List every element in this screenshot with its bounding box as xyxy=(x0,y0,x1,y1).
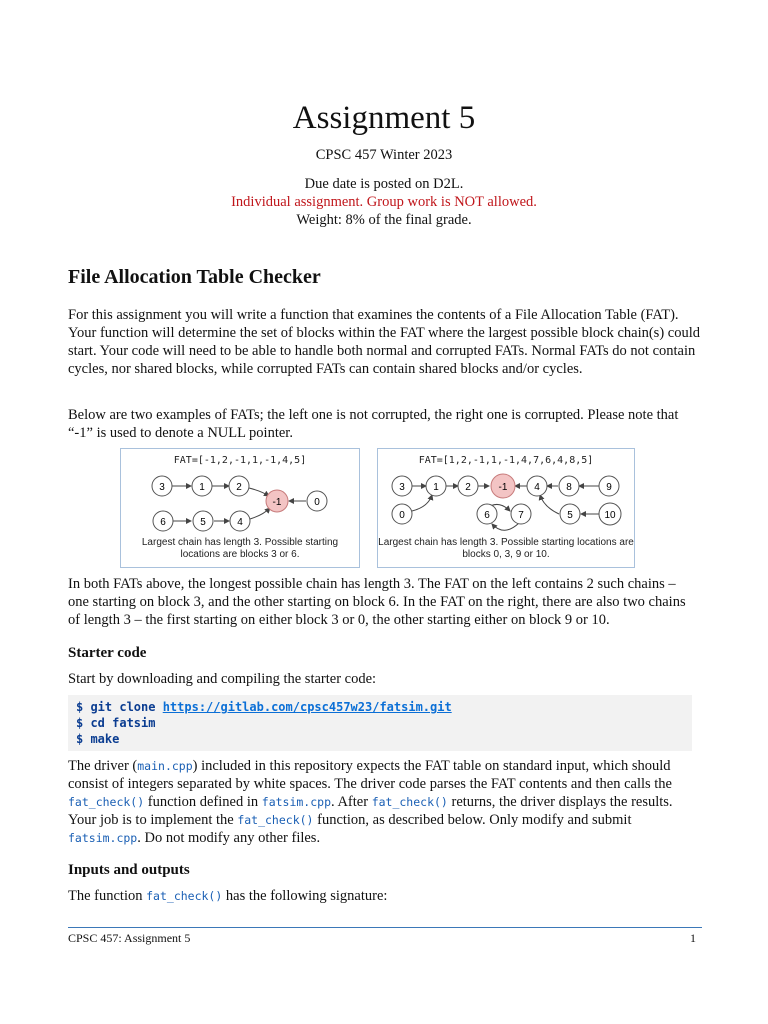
fat-figure-left xyxy=(120,448,360,568)
fat-node-label: 6 xyxy=(160,517,166,528)
inline-code: main.cpp xyxy=(137,759,193,773)
fat-node-label: 8 xyxy=(566,482,572,493)
footer-divider xyxy=(68,927,702,928)
weight-line: Weight: 8% of the final grade. xyxy=(296,212,472,228)
fat-node xyxy=(511,504,531,524)
assignment-title: Assignment 5 xyxy=(292,100,476,136)
text: has the following signature: xyxy=(222,888,388,904)
fat-node xyxy=(153,511,173,531)
fat-node xyxy=(392,504,412,524)
fat-node-label: 7 xyxy=(518,510,524,521)
fat-node xyxy=(599,503,621,525)
fat-node-label: 4 xyxy=(534,482,540,493)
fat-node xyxy=(559,476,579,496)
section-heading: File Allocation Table Checker xyxy=(68,266,321,288)
code-line-cd: $ cd fatsim xyxy=(76,716,156,730)
text: returns, the driver displays the results. Your job is to implement the xyxy=(68,794,673,828)
fat-figure-right-title: FAT=[1,2,-1,1,-1,4,7,6,4,8,5] xyxy=(418,455,594,466)
text: function, as described below. Only modify and submit xyxy=(313,812,632,828)
inline-code: fat_check() xyxy=(237,813,314,827)
fat-node-label: 5 xyxy=(567,510,573,521)
driver-paragraph xyxy=(68,757,700,847)
fat-figure-left-title: FAT=[-1,2,-1,1,-1,4,5] xyxy=(173,455,307,466)
fat-node-label: 0 xyxy=(314,497,320,508)
fat-node-label: 0 xyxy=(399,510,405,521)
both-fats-paragraph: In both FATs above, the longest possible chain has length 3. The FAT on the left contains 2 such chains – one starting on block 3, and the other starting on block 6. In the FAT on the right, there are also two chains of length 3 – the first starting on either block 3 or 0, the other starting either on block 9 or 10. xyxy=(68,576,686,628)
fat-node-label: -1 xyxy=(272,497,282,508)
footer-title: CPSC 457: Assignment 5 xyxy=(68,931,191,945)
shell-code-block xyxy=(68,695,692,751)
fat-node xyxy=(426,476,446,496)
fat-figure-left-caption: Largest chain has length 3. Possible starting locations are blocks 3 or 6. xyxy=(141,537,339,560)
due-block xyxy=(0,175,768,229)
code-text: $ git clone xyxy=(76,700,163,714)
due-date-line: Due date is posted on D2L. xyxy=(304,176,464,192)
fat-node xyxy=(307,491,327,511)
text: The driver ( xyxy=(68,758,138,774)
fat-node xyxy=(152,476,172,496)
fat-node-label: 2 xyxy=(236,482,242,493)
fat-node-label: 4 xyxy=(237,517,243,528)
starter-code-heading: Starter code xyxy=(68,645,147,661)
page-number: 1 xyxy=(690,931,696,945)
fat-figure-right-caption: Largest chain has length 3. Possible starting locations are blocks 0, 3, 9 or 10. xyxy=(378,537,634,560)
signature-intro xyxy=(68,887,700,905)
inline-code: fat_check() xyxy=(146,889,223,903)
fat-graph-right xyxy=(378,471,634,541)
fat-node-label: 3 xyxy=(399,482,405,493)
fat-node xyxy=(230,511,250,531)
intro-paragraph: For this assignment you will write a function that examines the contents of a File Allocation Table (FAT). Your function will determine the set of blocks within the FAT where the largest possible block chain(s) could start. Your code will need to be able to handle both normal and corrupted FATs. Normal FATs do not contain cycles, nor shared blocks, while corrupted FATs can contain shared blocks and/or cycles. xyxy=(68,307,700,377)
inline-code: fatsim.cpp xyxy=(68,831,138,845)
fat-node-label: 6 xyxy=(484,510,490,521)
fat-node-label: -1 xyxy=(498,482,508,493)
course-line: CPSC 457 Winter 2023 xyxy=(315,147,453,163)
fat-node xyxy=(392,476,412,496)
examples-intro-paragraph: Below are two examples of FATs; the left one is not corrupted, the right one is corrupted. Please note that “-1” is used to denote a NULL pointer. xyxy=(68,407,679,441)
fat-node-label: 10 xyxy=(604,510,616,521)
inline-code: fat_check() xyxy=(68,795,145,809)
fat-node xyxy=(193,511,213,531)
starter-intro: Start by downloading and compiling the starter code: xyxy=(68,671,377,687)
text: . Do not modify any other files. xyxy=(137,830,321,846)
fat-node xyxy=(192,476,212,496)
code-line-make: $ make xyxy=(76,732,120,746)
fat-node xyxy=(560,504,580,524)
fat-node-label: 1 xyxy=(199,482,205,493)
fat-null-node xyxy=(491,474,515,498)
fat-node-label: 1 xyxy=(433,482,439,493)
fat-node xyxy=(527,476,547,496)
individual-warning: Individual assignment. Group work is NOT allowed. xyxy=(231,194,537,210)
repo-link[interactable]: https://gitlab.com/cpsc457w23/fatsim.git xyxy=(162,700,452,714)
fat-null-node xyxy=(266,490,288,512)
fat-node-label: 3 xyxy=(159,482,165,493)
text: The function xyxy=(68,888,147,904)
inputs-outputs-heading: Inputs and outputs xyxy=(68,862,190,878)
code-line-clone xyxy=(76,699,692,715)
inline-code: fat_check() xyxy=(371,795,448,809)
text: ) included in this repository expects the FAT table on standard input, which should consist of integers separated by white spaces. The driver code parses the FAT contents and then calls the xyxy=(68,758,672,792)
text: function defined in xyxy=(144,794,262,810)
fat-figure-right xyxy=(377,448,635,568)
fat-node xyxy=(458,476,478,496)
fat-node xyxy=(477,504,497,524)
fat-node-label: 5 xyxy=(200,517,206,528)
fat-graph-left xyxy=(121,471,359,541)
fat-node-label: 9 xyxy=(606,482,612,493)
inline-code: fatsim.cpp xyxy=(261,795,332,809)
fat-node xyxy=(229,476,249,496)
text: . After xyxy=(331,794,372,810)
fat-node xyxy=(599,476,619,496)
fat-node-label: 2 xyxy=(465,482,471,493)
